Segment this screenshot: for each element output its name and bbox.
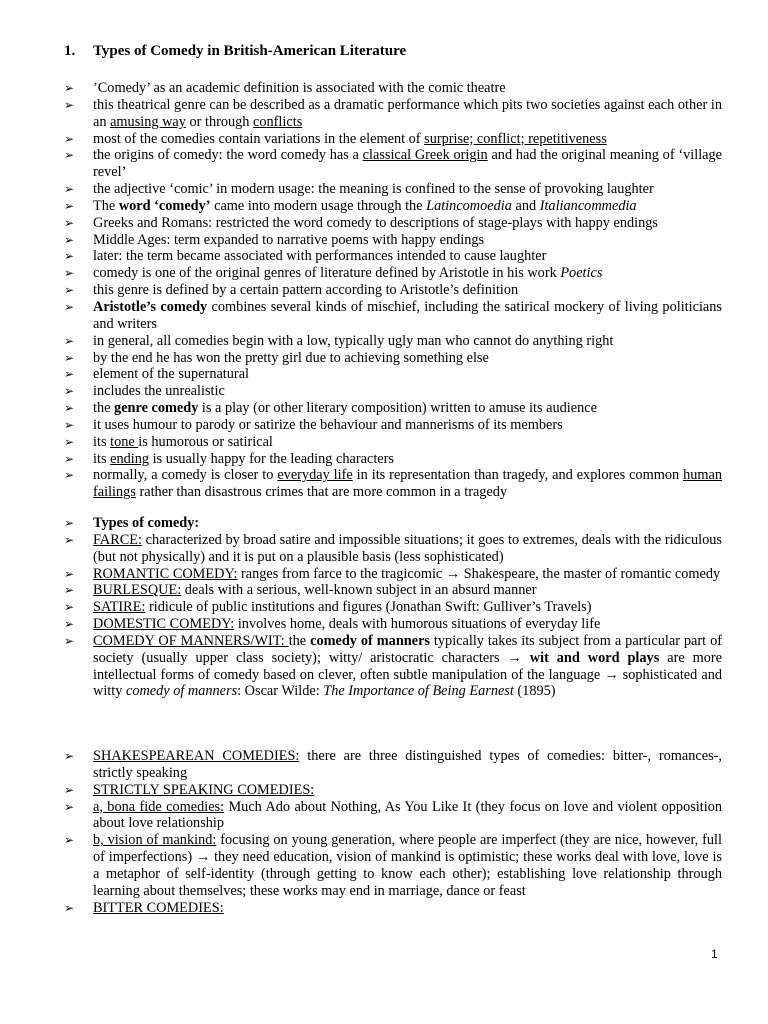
text-run: comedy of manners [125, 683, 238, 700]
bullet-arrow-icon: ➢ [64, 131, 75, 146]
bullet-arrow-icon: ➢ [64, 350, 75, 365]
text-run: its [93, 450, 111, 467]
bullet-arrow-icon: ➢ [64, 384, 75, 399]
text-run: the [93, 400, 115, 417]
text-run: classical Greek origin [362, 147, 488, 164]
bullet-arrow-icon: ➢ [64, 215, 75, 230]
section-heading [64, 42, 406, 60]
bullet-arrow-icon: ➢ [64, 97, 75, 112]
bullet-arrow-icon: ➢ [64, 182, 75, 197]
bullet-arrow-icon: ➢ [64, 617, 75, 632]
bullet-arrow-icon: ➢ [64, 232, 75, 247]
text-run: COMEDY OF MANNERS/WIT: [93, 632, 289, 649]
list-item [64, 515, 722, 532]
text-run: in general, all comedies begin with a low, typically ugly man who cannot do anything right [93, 332, 614, 349]
bullet-arrow-icon: ➢ [64, 198, 75, 213]
text-run: later: the term became associated with performances intended to cause laughter [93, 248, 547, 265]
list-item [64, 131, 722, 148]
text-run: amusing way [110, 113, 186, 130]
text-run: Shakespeare, the master of romantic comedy [460, 565, 721, 582]
shakespearean-bullet-list [64, 748, 722, 916]
text-run: and [511, 197, 540, 214]
text-run: tone [110, 433, 139, 450]
text-run: DOMESTIC COMEDY: [93, 616, 235, 633]
text-run: most of the comedies contain variations in the element of [93, 130, 425, 147]
text-run: Greeks and Romans: restricted the word comedy to descriptions of stage-plays with happy endings [93, 214, 658, 231]
bullet-arrow-icon: ➢ [64, 749, 75, 763]
list-item [64, 80, 722, 97]
text-run: BITTER COMEDIES: [93, 899, 224, 916]
text-run: is usually happy for the leading characters [149, 450, 394, 467]
list-item [64, 566, 722, 583]
bullet-arrow-icon: ➢ [64, 633, 75, 648]
arrow-icon: → [507, 649, 522, 666]
bullet-arrow-icon: ➢ [64, 516, 75, 530]
text-run: includes the unrealistic [93, 383, 225, 400]
bullet-arrow-icon: ➢ [64, 833, 75, 848]
text-run: element of the supernatural [93, 366, 250, 383]
list-item [64, 265, 722, 282]
bullet-arrow-icon: ➢ [64, 451, 75, 466]
list-item [64, 299, 722, 333]
text-run: by the end he has won the pretty girl due to achieving something else [93, 349, 489, 366]
text-run: comedy is one of the original genres of literature defined by Aristotle in his work [93, 265, 561, 282]
list-item [64, 97, 722, 131]
bullet-arrow-icon: ➢ [64, 434, 75, 449]
list-item [64, 232, 722, 249]
text-run: Poetics [560, 265, 603, 282]
list-item [64, 434, 722, 451]
bullet-arrow-icon: ➢ [64, 600, 75, 615]
bullet-arrow-icon: ➢ [64, 266, 75, 281]
text-run: sophisticated and witty [93, 666, 722, 700]
text-run: normally, a comedy is closer to [93, 467, 278, 484]
text-run: this genre is defined by a certain pattern according to Aristotle’s definition [93, 282, 519, 299]
list-item [64, 417, 722, 434]
text-run: Aristotle’s comedy [93, 298, 208, 315]
text-run: the adjective ‘comic’ in modern usage: the meaning is confined to the sense of provoking laughter [93, 181, 654, 198]
list-item [64, 282, 722, 299]
list-item [64, 400, 722, 417]
text-run: Middle Ages: term expanded to narrative poems with happy endings [93, 231, 485, 248]
text-run: b, vision of mankind: [93, 832, 217, 849]
bullet-arrow-icon: ➢ [64, 367, 75, 382]
list-item [64, 147, 722, 181]
list-item [64, 832, 722, 899]
text-run: and had the original meaning of ‘village revel’ [93, 147, 723, 181]
text-run: The Importance of Being Earnest [323, 683, 514, 700]
text-run: the origins of comedy: the word comedy has a [93, 147, 363, 164]
bullet-arrow-icon: ➢ [64, 299, 75, 314]
text-run: wit and word plays [529, 649, 660, 666]
text-run: genre comedy [114, 400, 199, 417]
text-run: Types of comedy: [93, 515, 200, 531]
bullet-arrow-icon: ➢ [64, 566, 75, 581]
text-run: STRICTLY SPEAKING COMEDIES: [93, 781, 315, 798]
list-item [64, 782, 722, 799]
bullet-arrow-icon: ➢ [64, 583, 75, 598]
text-run: Latincomoedia [426, 197, 512, 214]
text-run: they need education, vision of mankind is optimistic; these works deal with love, love is a metaphor of self-identity (through getting to know each other); establishing love relationship through learning about themselves; these works may end in marriage, dance or feast [93, 849, 722, 899]
text-run: comedy of manners [310, 632, 430, 649]
text-run: a, bona fide comedies: [93, 798, 225, 815]
bullet-arrow-icon: ➢ [64, 249, 75, 264]
text-run: everyday life [277, 467, 353, 484]
text-run: this theatrical genre can be described as a dramatic performance which pits two societies against each other in an [93, 96, 722, 130]
list-item [64, 748, 722, 782]
comedy-types-bullet-list [64, 515, 722, 700]
list-item [64, 248, 722, 265]
bullet-arrow-icon: ➢ [64, 148, 75, 163]
text-run: rather than disastrous crimes that are more common in a tragedy [135, 484, 508, 501]
text-run: is humorous or satirical [138, 433, 273, 450]
text-run: involves home, deals with humorous situations of everyday life [234, 616, 601, 633]
bullet-arrow-icon: ➢ [64, 283, 75, 298]
text-run: word ‘comedy’ [118, 197, 211, 214]
list-item [64, 599, 722, 616]
text-run [522, 650, 530, 666]
text-run: are more intellectual forms of comedy based on clever, often subtle manipulation of the language [93, 649, 723, 683]
list-item [64, 198, 722, 215]
text-run: its [93, 433, 111, 450]
list-item [64, 467, 722, 501]
text-run: deals with a serious, well-known subject in an absurd manner [181, 582, 537, 599]
text-run: combines several kinds of mischief, including the satirical mockery of living politicians and writers [93, 298, 722, 332]
text-run: ’Comedy’ as an academic definition is associated with the comic theatre [93, 80, 506, 96]
bullet-arrow-icon: ➢ [64, 333, 75, 348]
bullet-arrow-icon: ➢ [64, 401, 75, 416]
heading-text: Types of Comedy in British-American Literature [93, 43, 407, 59]
list-item [64, 181, 722, 198]
list-item [64, 900, 722, 917]
list-item [64, 616, 722, 633]
list-item [64, 366, 722, 383]
list-item [64, 451, 722, 468]
list-item [64, 532, 722, 566]
list-item [64, 215, 722, 232]
text-run: (1895) [513, 683, 556, 700]
text-run: conflicts [253, 113, 303, 130]
bullet-arrow-icon: ➢ [64, 468, 75, 483]
text-run: in its representation than tragedy, and explores common [352, 467, 684, 484]
text-run: or through [185, 113, 254, 130]
list-item [64, 333, 722, 350]
text-run: characterized by broad satire and impossible situations; it goes to extremes, deals with the ridiculous (but not physically) and it is put on a plausible basis (less sophisticated) [93, 531, 722, 565]
text-run: the [288, 632, 311, 649]
bullet-arrow-icon: ➢ [64, 900, 75, 915]
arrow-icon: → [445, 565, 461, 582]
bullet-arrow-icon: ➢ [64, 81, 75, 95]
text-run: Italiancommedia [539, 197, 637, 214]
text-run: ranges from farce to the tragicomic [237, 565, 446, 582]
list-item [64, 350, 722, 367]
bullet-arrow-icon: ➢ [64, 799, 75, 814]
text-run: surprise; conflict; repetitiveness [424, 130, 607, 147]
text-run: Much Ado about Nothing, As You Like It (they focus on love and violent opposition about love relationship [93, 798, 722, 832]
bullet-arrow-icon: ➢ [64, 532, 75, 547]
text-run: there are three distinguished types of comedies: bitter-, romances-, strictly speaking [93, 748, 722, 781]
list-item [64, 582, 722, 599]
arrow-icon: → [195, 849, 211, 866]
text-run: human failings [93, 467, 722, 501]
text-run: : Oscar Wilde: [237, 683, 324, 700]
text-run: SATIRE: [93, 599, 146, 616]
text-run: The [93, 197, 119, 214]
heading-number: 1. [64, 43, 76, 59]
bullet-arrow-icon: ➢ [64, 782, 75, 797]
text-run: SHAKESPEAREAN COMEDIES: [93, 748, 300, 764]
arrow-icon: → [604, 666, 619, 683]
definition-bullet-list [64, 80, 722, 501]
text-run: it uses humour to parody or satirize the behaviour and mannerisms of its members [93, 416, 563, 433]
list-item [64, 383, 722, 400]
text-run: came into modern usage through the [210, 197, 427, 214]
text-run: FARCE: [93, 531, 142, 548]
list-item [64, 633, 722, 700]
bullet-arrow-icon: ➢ [64, 417, 75, 432]
text-run: is a play (or other literary composition) written to amuse its audience [198, 400, 597, 417]
text-run: ridicule of public institutions and figures (Jonathan Swift: Gulliver’s Travels) [145, 599, 592, 616]
text-run: ROMANTIC COMEDY: [93, 565, 238, 582]
page-number: 1 [711, 947, 718, 961]
list-item [64, 799, 722, 833]
text-run: ending [110, 450, 150, 467]
text-run: BURLESQUE: [93, 582, 182, 599]
text-run: focusing on young generation, where people are imperfect (they are nice, however, full of imperfections) [93, 832, 723, 866]
text-run: typically takes its subject from a particular part of society (usually upper class society); witty/ aristocratic characters [93, 632, 722, 666]
